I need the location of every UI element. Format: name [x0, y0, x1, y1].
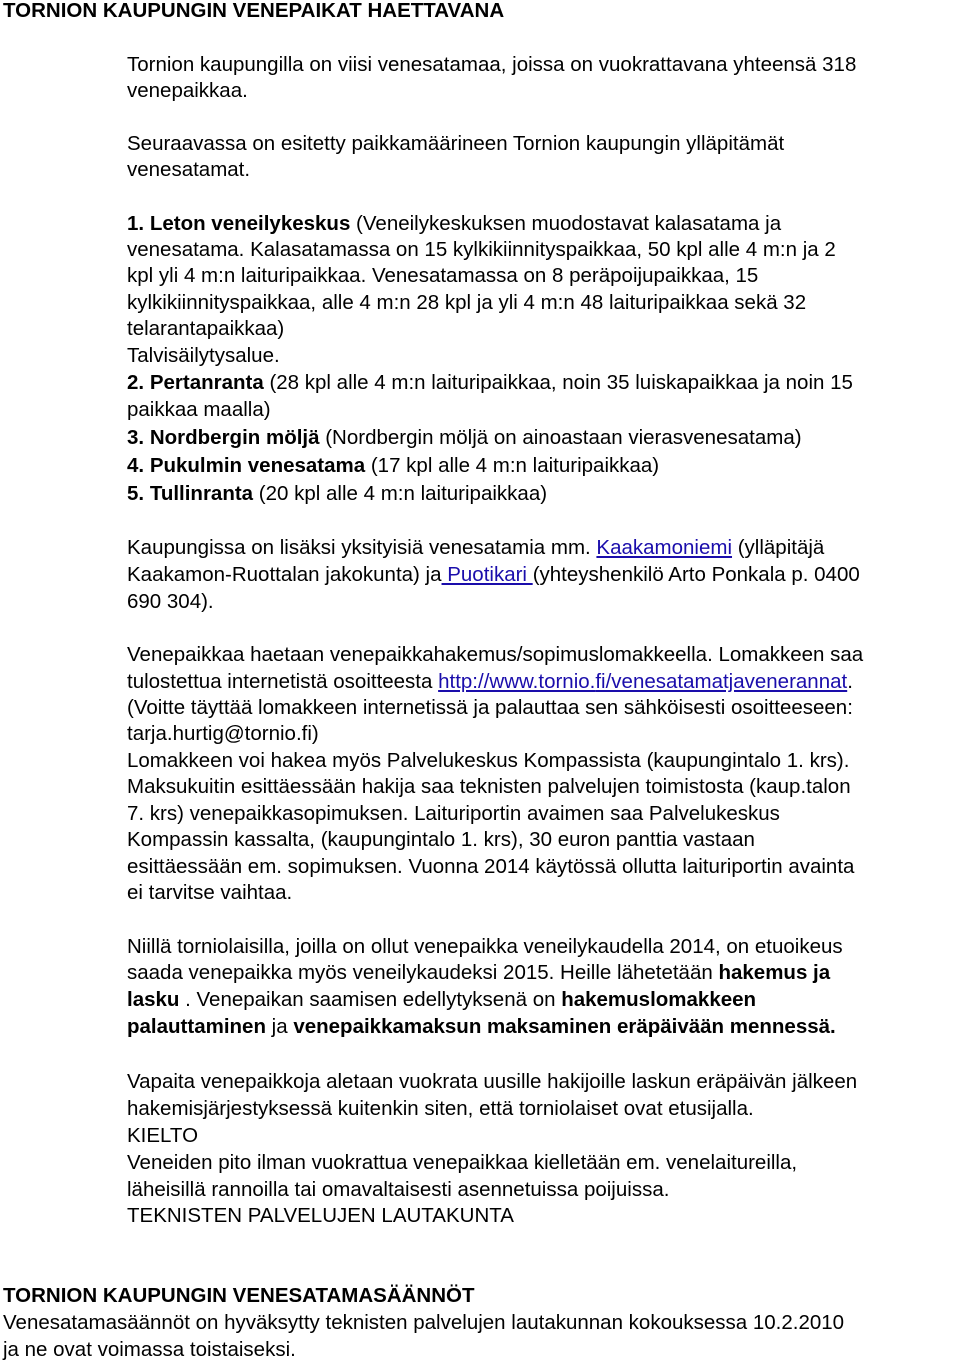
harbor-3: 3. Nordbergin möljä (Nordbergin möljä on ainoastaan vierasvenesatama)	[127, 426, 802, 449]
harbor-2-number: 2.	[127, 371, 145, 394]
harbor-5-name: Tullinranta	[149, 482, 254, 505]
harbor-1-name: Leton veneilykeskus	[149, 212, 351, 235]
harbor-1-number: 1.	[127, 212, 145, 235]
application-line: 7. krs) venepaikkasopimuksen. Laituriportin avaimen saa Palvelukeskus	[127, 802, 780, 825]
harbor-1-text: kpl yli 4 m:n laituripaikkaa. Venesatamassa on 8 peräpoijupaikkaa, 15	[127, 264, 759, 287]
signature-board: TEKNISTEN PALVELUJEN LAUTAKUNTA	[127, 1204, 514, 1227]
application-line: tulostettua internetistä osoitteesta http://www.tornio.fi/venesatamatjavenerannat.	[127, 670, 853, 693]
priority-line: saada venepaikka myös veneilykaudeksi 2015. Heille lähetetään hakemus ja	[127, 961, 831, 984]
harbor-1-text: kylkikiinnityspaikkaa, alle 4 m:n 28 kpl ja yli 4 m:n 48 laituripaikkaa sekä 32	[127, 291, 807, 314]
rules-title: TORNION KAUPUNGIN VENESATAMASÄÄNNÖT	[3, 1284, 475, 1307]
harbor-5: 5. Tullinranta (20 kpl alle 4 m:n laituripaikkaa)	[127, 482, 548, 505]
harbor-4-number: 4.	[127, 454, 145, 477]
prohibition-heading: KIELTO	[127, 1124, 199, 1147]
intro-line: venepaikkaa.	[127, 79, 248, 102]
private-harbors-line: Kaupungissa on lisäksi yksityisiä venesatamia mm. Kaakamoniemi (ylläpitäjä	[127, 536, 825, 559]
harbor-2-text: paikkaa maalla)	[127, 398, 271, 421]
page-title: TORNION KAUPUNGIN VENEPAIKAT HAETTAVANA	[3, 0, 505, 22]
application-line: Maksukuitin esittäessään hakija saa teknisten palvelujen toimistosta (kaup.talon	[127, 775, 851, 798]
intro-line: Tornion kaupungilla on viisi venesatamaa, joissa on vuokrattavana yhteensä 318	[127, 53, 857, 76]
private-harbors-line: 690 304).	[127, 590, 214, 613]
harbor-4: 4. Pukulmin venesatama (17 kpl alle 4 m:n laituripaikkaa)	[127, 454, 660, 477]
harbor-2-name: Pertanranta	[149, 371, 264, 394]
harbor-1-text: venesatama. Kalasatamassa on 15 kylkikiinnityspaikkaa, 50 kpl alle 4 m:n ja 2	[127, 238, 836, 261]
application-line: ei tarvitse vaihtaa.	[127, 881, 293, 904]
harbor-1: 1. Leton veneilykeskus (Veneilykeskuksen muodostavat kalasatama ja	[127, 212, 782, 235]
application-line: Venepaikkaa haetaan venepaikkahakemus/sopimuslomakkeella. Lomakkeen saa	[127, 643, 864, 666]
application-line: (Voitte täyttää lomakkeen internetissä ja palauttaa sen sähköisesti osoitteeseen:	[127, 696, 853, 719]
intro-line: venesatamat.	[127, 158, 251, 181]
harbor-4-name: Pukulmin venesatama	[149, 454, 366, 477]
harbor-1-text: telarantapaikkaa)	[127, 317, 285, 340]
prohibition-line: Veneiden pito ilman vuokrattua venepaikkaa kielletään em. venelaitureilla,	[127, 1151, 798, 1174]
application-line: esittäessään em. sopimuksen. Vuonna 2014 käytössä ollutta laituriportin avainta	[127, 855, 855, 878]
rules-line: Venesatamasäännöt on hyväksytty teknisten palvelujen lautakunnan kokouksessa 10.2.2010	[3, 1311, 845, 1334]
harbor-1-text: Talvisäilytysalue.	[127, 344, 280, 367]
harbor-3-number: 3.	[127, 426, 145, 449]
kaakamoniemi-link[interactable]: Kaakamoniemi	[596, 536, 733, 559]
intro-line: Seuraavassa on esitetty paikkamäärineen Tornion kaupungin ylläpitämät	[127, 132, 785, 155]
free-places-line: hakemisjärjestyksessä kuitenkin siten, että torniolaiset ovat etusijalla.	[127, 1097, 754, 1120]
website-link[interactable]: http://www.tornio.fi/venesatamatjavenerannat	[438, 670, 848, 693]
prohibition-line: läheisillä rannoilla tai omavaltaisesti asennetuissa poijuissa.	[127, 1178, 670, 1201]
priority-line: Niillä torniolaisilla, joilla on ollut venepaikka veneilykaudella 2014, on etuoikeus	[127, 935, 843, 958]
private-harbors-line: Kaakamon-Ruottalan jakokunta) ja Puotikari (yhteyshenkilö Arto Ponkala p. 0400	[127, 563, 860, 586]
priority-line: palauttaminen ja venepaikkamaksun maksaminen eräpäivään mennessä.	[127, 1015, 836, 1038]
harbor-3-name: Nordbergin möljä	[149, 426, 320, 449]
harbor-5-number: 5.	[127, 482, 145, 505]
application-line: Kompassin kassalta, (kaupungintalo 1. krs), 30 euron panttia vastaan	[127, 828, 755, 851]
contact-email: tarja.hurtig@tornio.fi)	[127, 722, 319, 745]
puotikari-link[interactable]: Puotikari	[441, 563, 533, 586]
rules-line: ja ne ovat voimassa toistaiseksi.	[3, 1338, 296, 1361]
harbor-2: 2. Pertanranta (28 kpl alle 4 m:n laituripaikkaa, noin 35 luiskapaikkaa ja noin 15	[127, 371, 853, 394]
priority-line: lasku . Venepaikan saamisen edellytyksenä on hakemuslomakkeen	[127, 988, 757, 1011]
application-line: Lomakkeen voi hakea myös Palvelukeskus Kompassista (kaupungintalo 1. krs).	[127, 749, 850, 772]
free-places-line: Vapaita venepaikkoja aletaan vuokrata uusille hakijoille laskun eräpäivän jälkeen	[127, 1070, 858, 1093]
